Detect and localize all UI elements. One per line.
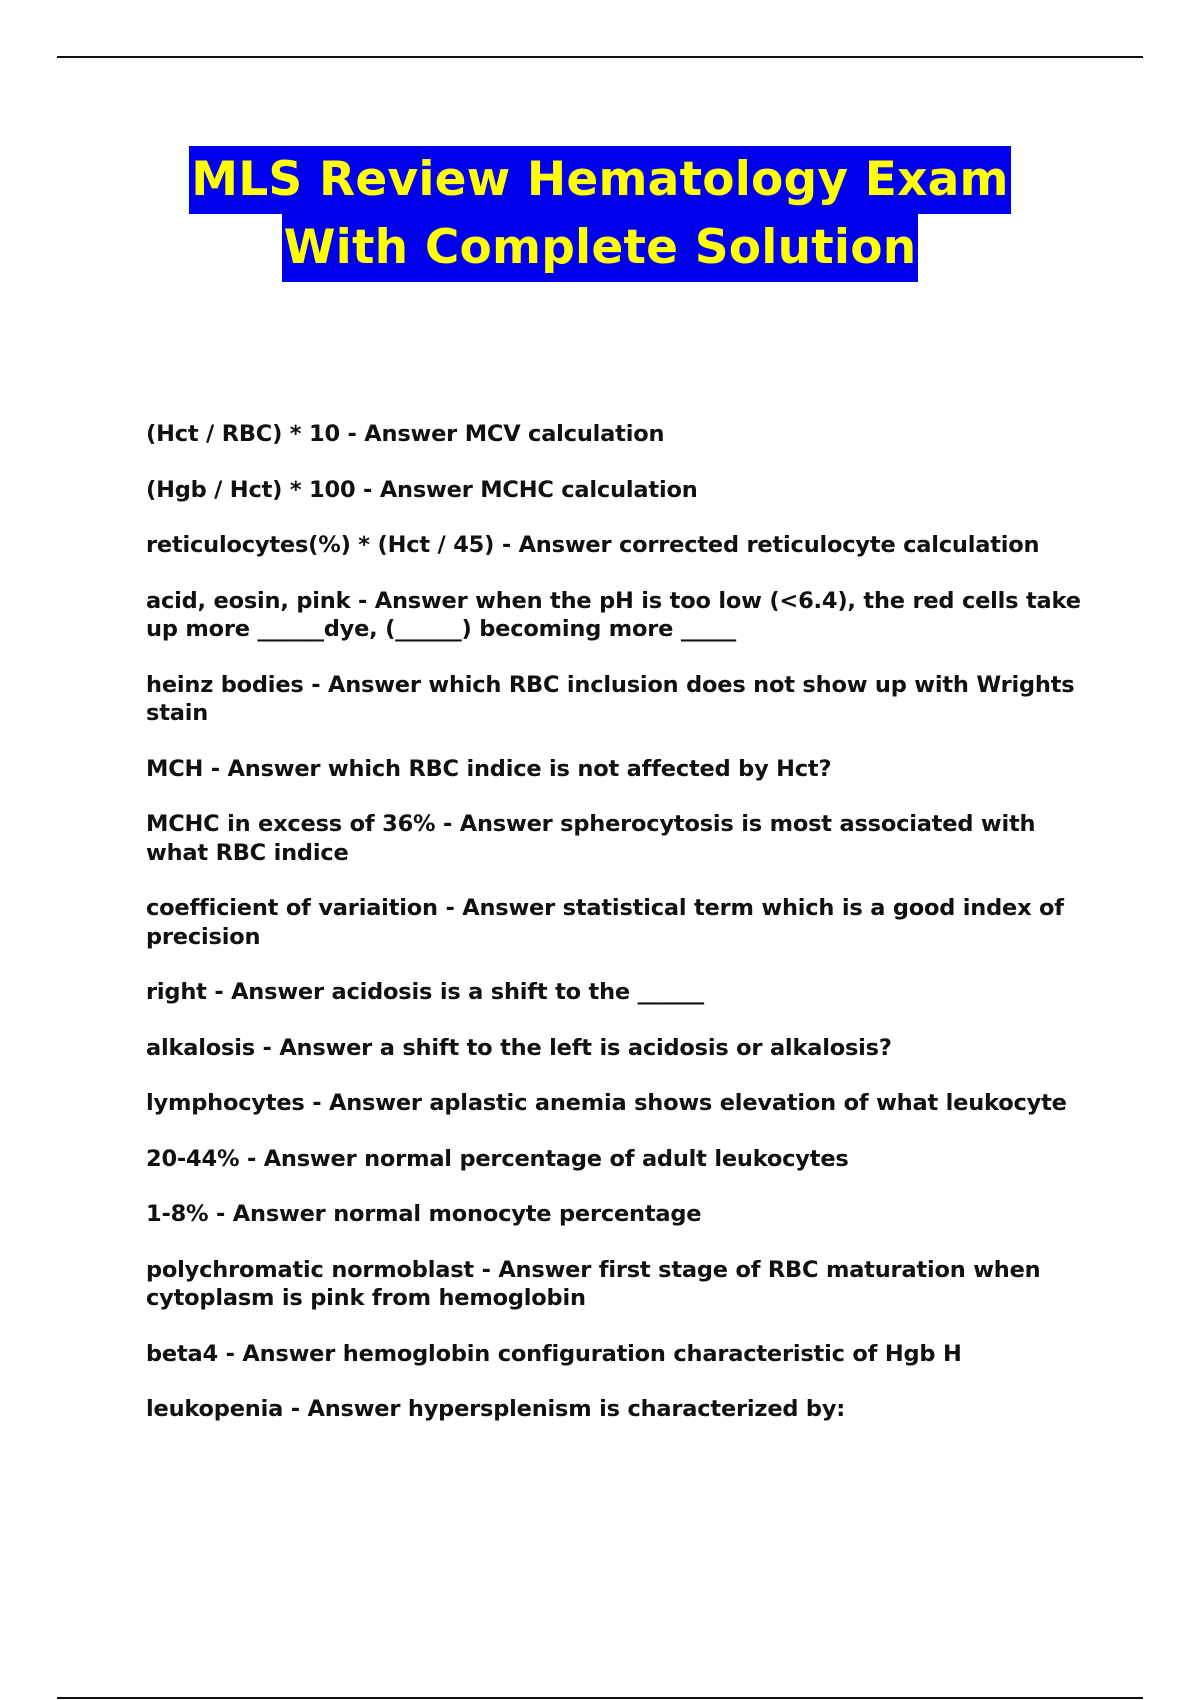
qa-item: 20-44% - Answer normal percentage of adult leukocytes [146, 1145, 849, 1172]
qa-item: heinz bodies - Answer which RBC inclusion does not show up with Wrights stain [146, 671, 1075, 726]
qa-item: coefficient of variaition - Answer statistical term which is a good index of precision [146, 895, 1064, 950]
qa-item: leukopenia - Answer hypersplenism is characterized by: [146, 1396, 846, 1422]
qa-item: polychromatic normoblast - Answer first stage of RBC maturation when cytoplasm is pink from hemoglobin [146, 1256, 1041, 1311]
bottom-rule [57, 1697, 1143, 1699]
qa-item: MCHC in excess of 36% - Answer spherocytosis is most associated with what RBC indice [146, 811, 1036, 866]
qa-item: alkalosis - Answer a shift to the left is acidosis or alkalosis? [146, 1034, 892, 1061]
document-title [0, 146, 1200, 282]
title-line-2: With Complete Solution [282, 214, 919, 282]
qa-item: MCH - Answer which RBC indice is not affected by Hct? [146, 755, 832, 782]
qa-item: right - Answer acidosis is a shift to the ______ [146, 979, 704, 1005]
top-rule [57, 56, 1143, 58]
qa-item: acid, eosin, pink - Answer when the pH is too low (<6.4), the red cells take up more ______dye, (______) becoming more _____ [146, 587, 1081, 642]
qa-item: beta4 - Answer hemoglobin configuration characteristic of Hgb H [146, 1340, 962, 1367]
qa-item: 1-8% - Answer normal monocyte percentage [146, 1201, 702, 1227]
qa-list [146, 420, 1086, 1451]
title-line-1: MLS Review Hematology Exam [189, 146, 1010, 214]
qa-item: (Hgb / Hct) * 100 - Answer MCHC calculation [146, 476, 698, 503]
qa-item: (Hct / RBC) * 10 - Answer MCV calculation [146, 421, 665, 447]
qa-item: reticulocytes(%) * (Hct / 45) - Answer corrected reticulocyte calculation [146, 532, 1040, 558]
qa-item: lymphocytes - Answer aplastic anemia shows elevation of what leukocyte [146, 1090, 1067, 1116]
